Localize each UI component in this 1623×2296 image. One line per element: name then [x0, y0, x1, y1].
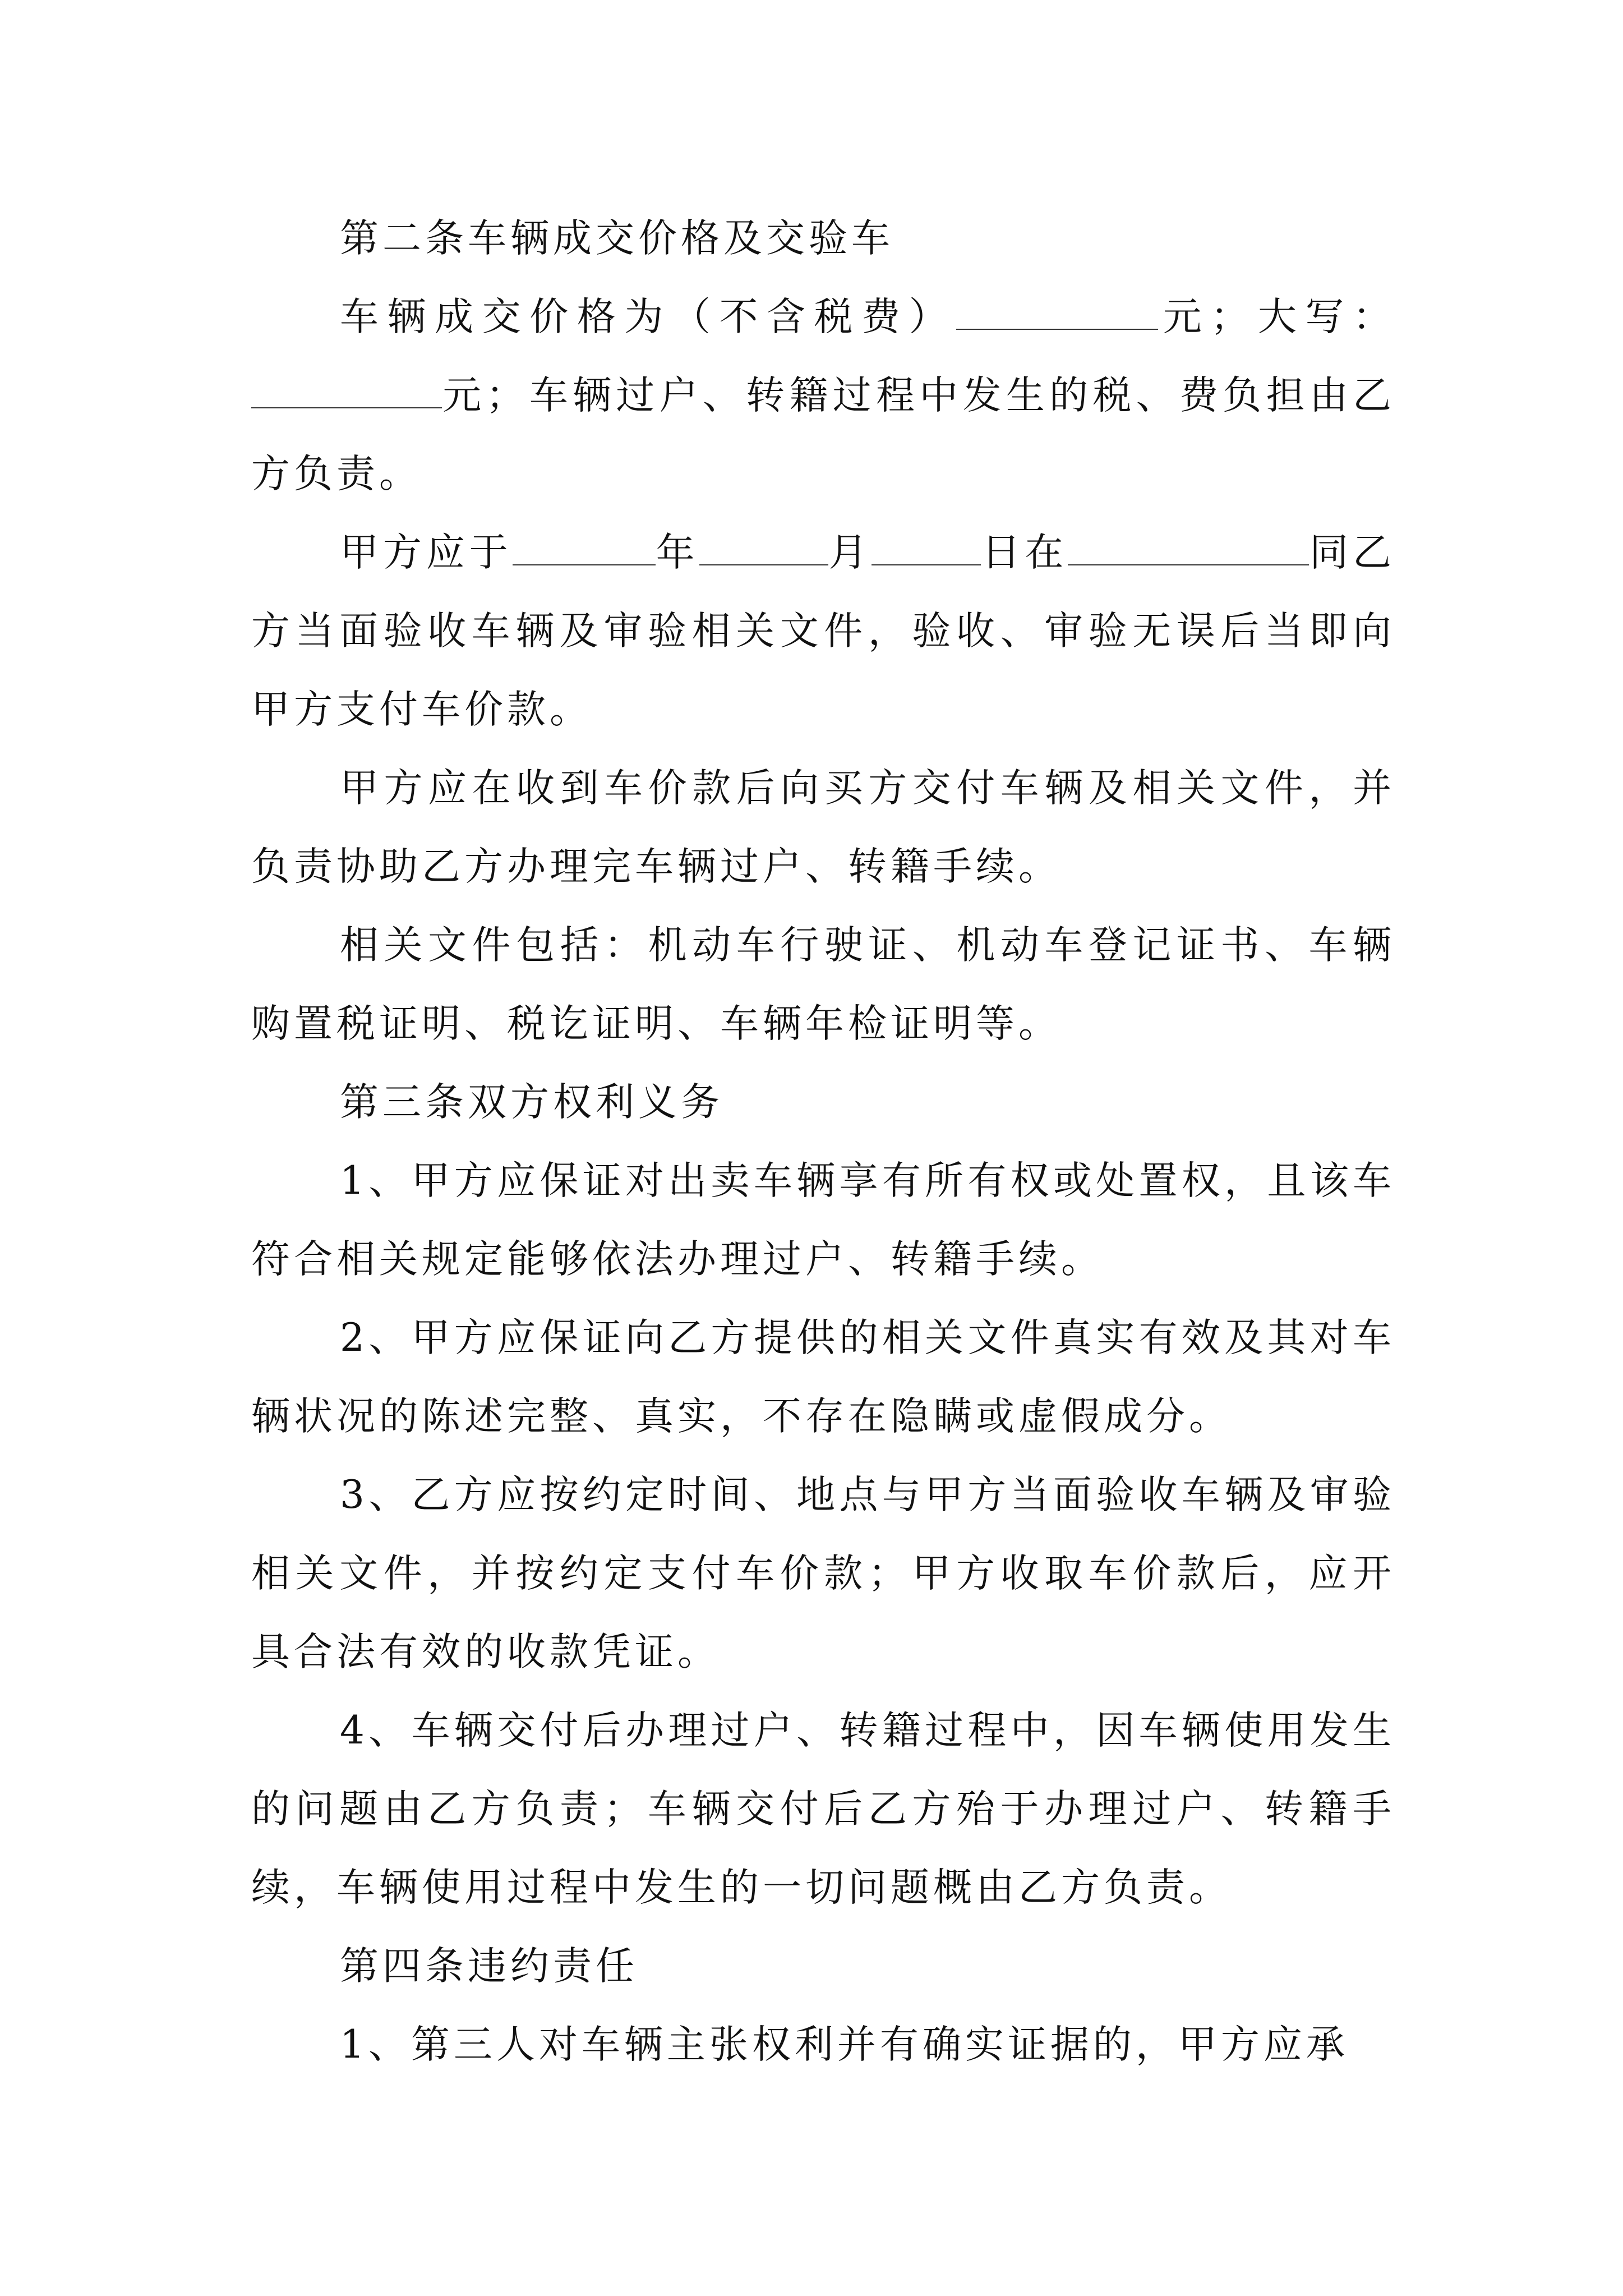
year-label: 年 — [655, 530, 699, 575]
delivery-paragraph — [251, 513, 1395, 749]
article-3-item: 4、车辆交付后办理过户、转籍过程中，因车辆使用发生的问题由乙方负责；车辆交付后乙方殆于办理过户、转籍手续，车辆使用过程中发生的一切问题概由乙方负责。 — [251, 1708, 1395, 1910]
price-unit-1: 元；大写： — [1158, 295, 1396, 339]
year-blank[interactable] — [513, 530, 656, 565]
day-label: 日在 — [981, 530, 1068, 575]
day-blank[interactable] — [872, 530, 981, 565]
place-blank[interactable] — [1068, 530, 1309, 565]
handover-paragraph: 甲方应在收到车价款后向买方交付车辆及相关文件，并负责协助乙方办理完车辆过户、转籍手续。 — [251, 766, 1395, 889]
article-4-title: 第四条违约责任 — [340, 1944, 638, 1989]
delivery-prefix: 甲方应于 — [340, 530, 513, 575]
delivery-suffix: 同乙方当面验收车辆及审验相关文件，验收、审验无误后当即向甲方支付车价款。 — [251, 530, 1396, 732]
month-label: 月 — [828, 530, 872, 575]
price-paragraph — [251, 278, 1395, 513]
document-body — [251, 199, 1395, 2084]
documents-paragraph: 相关文件包括：机动车行驶证、机动车登记证书、车辆购置税证明、税讫证明、车辆年检证明等。 — [251, 923, 1395, 1046]
article-3-item: 3、乙方应按约定时间、地点与甲方当面验收车辆及审验相关文件，并按约定支付车价款；甲方收取车价款后，应开具合法有效的收款凭证。 — [251, 1473, 1395, 1674]
price-capital-blank[interactable] — [251, 372, 442, 408]
article-3-item: 2、甲方应保证向乙方提供的相关文件真实有效及其对车辆状况的陈述完整、真实，不存在隐瞒或虚假成分。 — [251, 1315, 1395, 1439]
month-blank[interactable] — [699, 530, 828, 565]
article-2-title: 第二条车辆成交价格及交验车 — [340, 216, 894, 261]
price-unit-2: 元；车辆过户、转籍过程中发生的税、费负担由乙方负责。 — [251, 373, 1395, 496]
article-3-item: 1、甲方应保证对出卖车辆享有所有权或处置权，且该车符合相关规定能够依法办理过户、转籍手续。 — [251, 1158, 1395, 1282]
price-amount-blank[interactable] — [956, 294, 1158, 330]
article-3-title: 第三条双方权利义务 — [340, 1080, 723, 1125]
price-prefix: 车辆成交价格为（不含税费） — [340, 295, 957, 339]
article-4-item: 1、第三人对车辆主张权利并有确实证据的，甲方应承 — [340, 2022, 1349, 2067]
